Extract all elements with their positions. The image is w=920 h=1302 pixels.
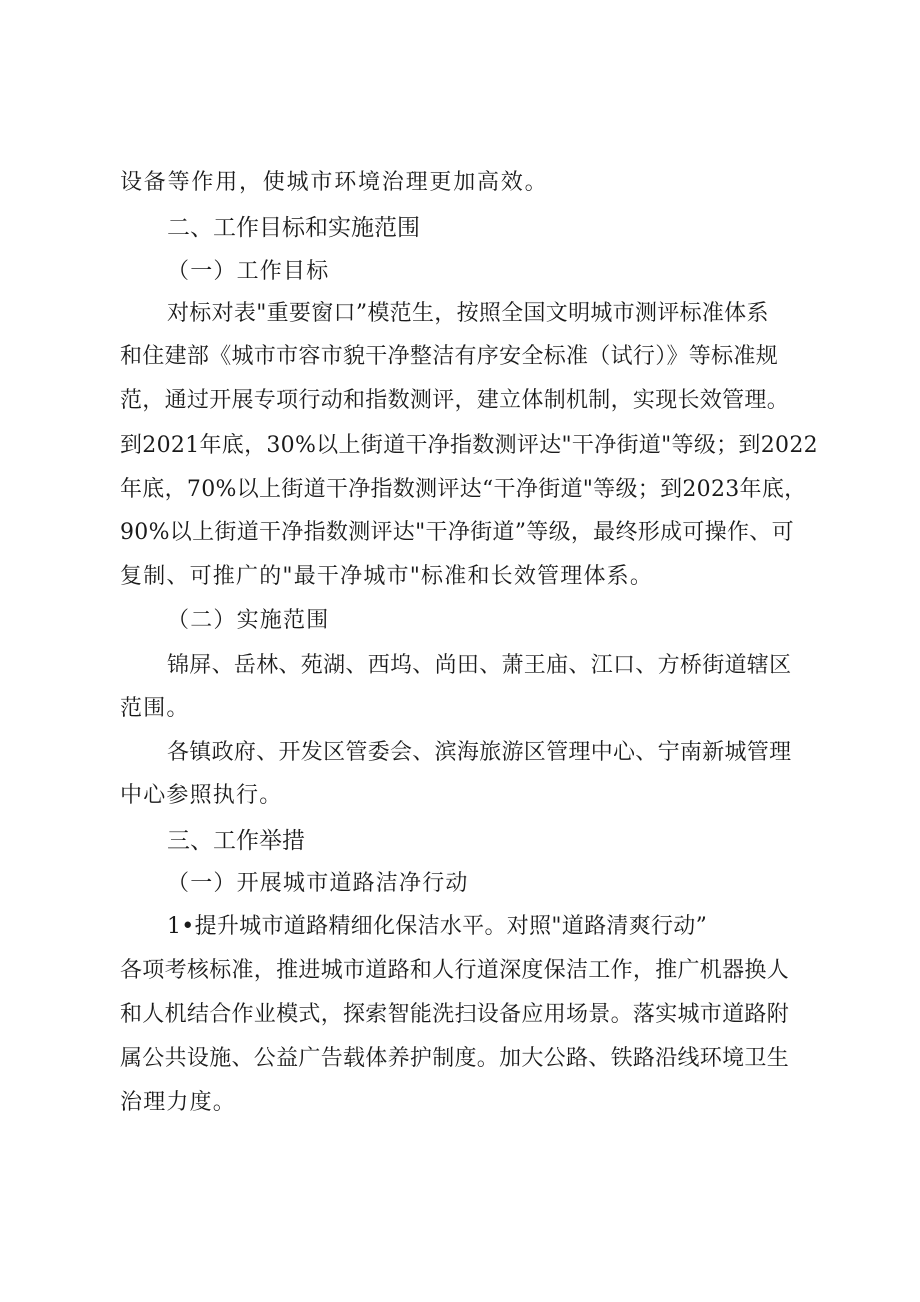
paragraph-line: 和住建部《城市市容市貌干净整洁有序安全标准（试行）》等标准规: [120, 344, 779, 369]
paragraph-line: 复制、可推广的"最干净城市"标准和长效管理体系。: [120, 564, 654, 589]
paragraph-line: 各项考核标准，推进城市道路和人行道深度保洁工作，推广机器换人: [120, 958, 790, 983]
paragraph-line: 对标对表"重要窗口”模范生，按照全国文明城市测评标准体系: [167, 301, 769, 326]
paragraph-line: 范围。: [120, 696, 190, 721]
section-heading: 二、工作目标和实施范围: [167, 215, 420, 241]
paragraph-line: 到2021年底，30%以上街道干净指数测评达"干净街道"等级；到2022: [120, 433, 818, 458]
paragraph-line: 治理力度。: [120, 1090, 237, 1115]
subsection-heading: （一）开展城市道路洁净行动: [167, 871, 469, 896]
paragraph-line: 属公共设施、公益广告载体养护制度。加大公路、铁路沿线环境卫生: [120, 1046, 790, 1071]
paragraph-line: 锦屏、岳林、苑湖、西坞、尚田、萧王庙、江口、方桥街道辖区: [167, 653, 792, 678]
paragraph-line: 和人机结合作业模式，探索智能洗扫设备应用场景。落实城市道路附: [120, 1002, 790, 1027]
subsection-heading: （二）实施范围: [167, 608, 330, 633]
paragraph-line: 中心参照执行。: [120, 783, 283, 808]
paragraph-line: 90%以上街道干净指数测评达"干净街道”等级，最终形成可操作、可: [120, 520, 794, 545]
paragraph-line: 范，通过开展专项行动和指数测评，建立体制机制，实现长效管理。: [120, 388, 790, 413]
section-heading: 三、工作举措: [167, 828, 305, 854]
paragraph-line: 年底，70%以上街道干净指数测评达“干净街道"等级；到2023年底，: [120, 477, 807, 502]
paragraph-line: 设备等作用，使城市环境治理更加高效。: [120, 170, 549, 195]
paragraph-line: 1•提升城市道路精细化保洁水平。对照"道路清爽行动”: [167, 914, 708, 939]
paragraph-line: 各镇政府、开发区管委会、滨海旅游区管理中心、宁南新城管理: [167, 740, 792, 765]
subsection-heading: （一）工作目标: [167, 259, 330, 284]
